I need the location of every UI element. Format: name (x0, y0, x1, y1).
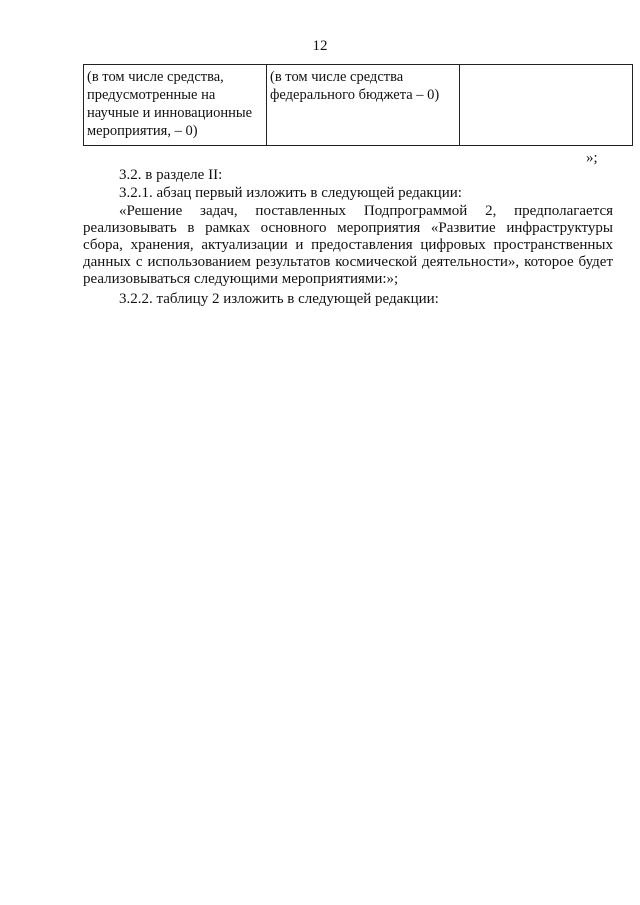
table-cell-federal-budget: (в том числе средства федерального бюджета – 0) (267, 65, 460, 146)
table-row (84, 65, 633, 146)
table-fragment (83, 64, 633, 146)
paragraph-section-3-2-1: 3.2.1. абзац первый изложить в следующей редакции: (119, 185, 462, 201)
paragraph-quoted-text: «Решение задач, поставленных Подпрограммой 2, предполагается реализовывать в рамках основного мероприятия «Развитие инфраструктуры сбора, хранения, актуализации и предоставления цифровых пространственных данных с использованием результатов космической деятельности», которое будет реализовываться следующими мероприятиями:»; (83, 203, 613, 287)
closing-quote: »; (586, 150, 598, 166)
paragraph-section-3-2-2: 3.2.2. таблицу 2 изложить в следующей редакции: (119, 291, 439, 307)
table-cell-research-funds: (в том числе средства, предусмотренные на научные и инновационные мероприятия, – 0) (84, 65, 267, 146)
table-cell-empty (460, 65, 633, 146)
page-number: 12 (312, 38, 328, 54)
paragraph-section-3-2: 3.2. в разделе II: (119, 167, 223, 183)
